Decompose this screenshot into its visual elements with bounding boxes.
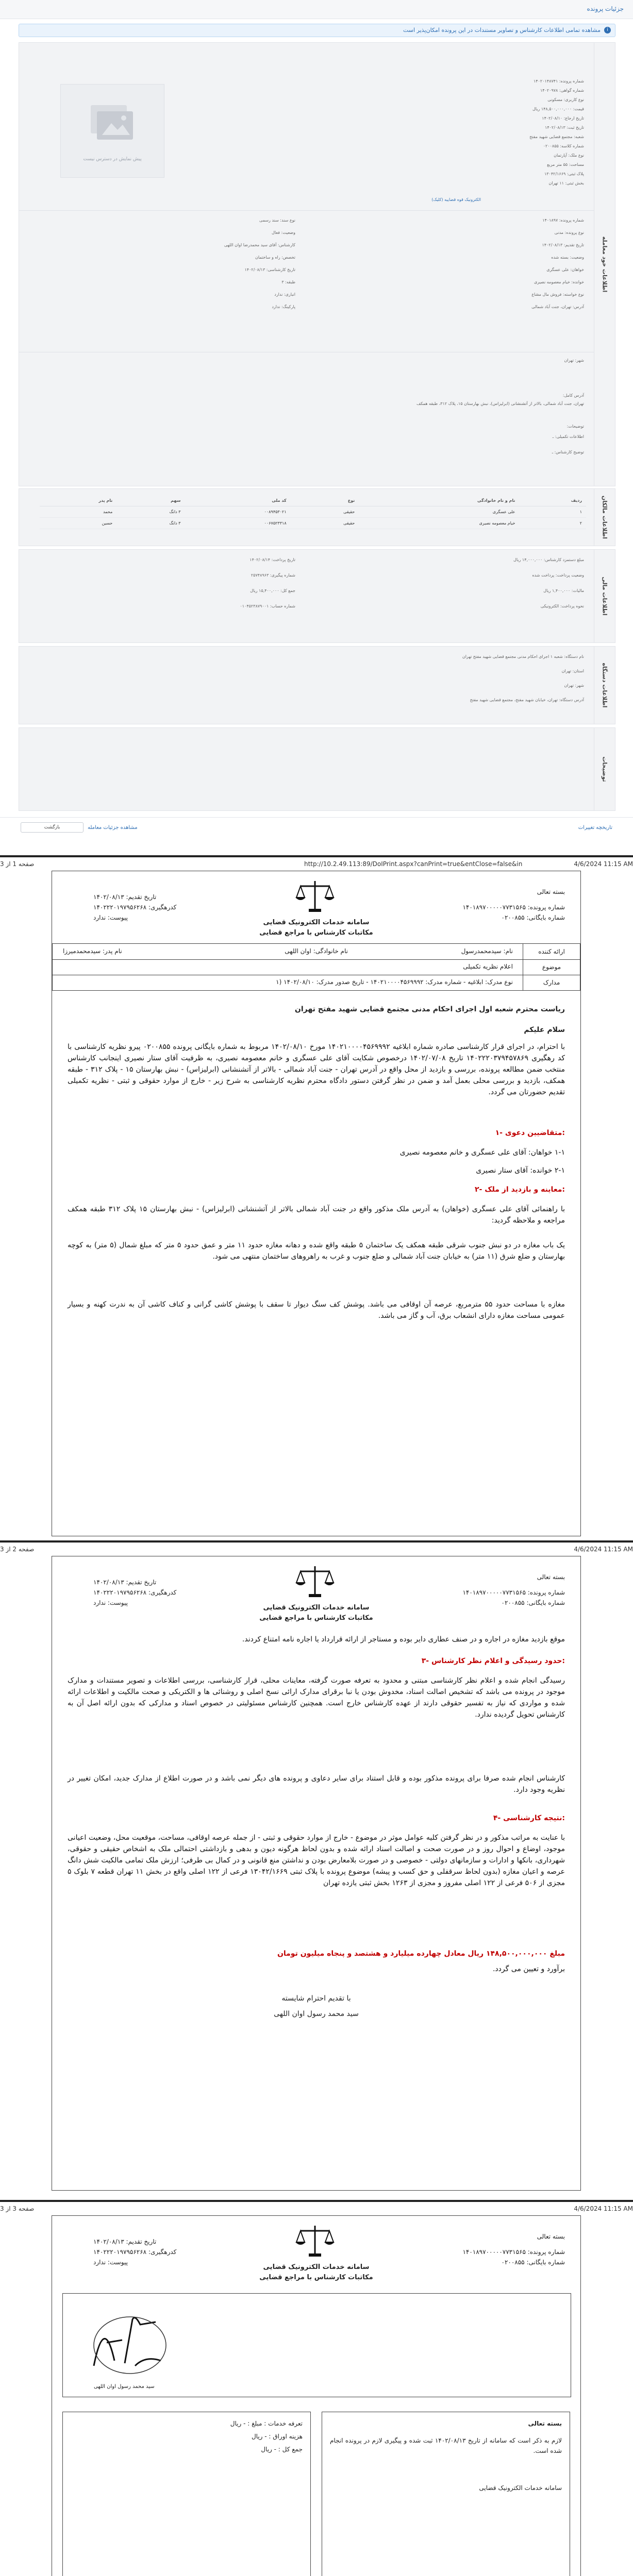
case-field: شماره پرونده: ۱۴۰۲۰۱۴۸۷۴۱ — [534, 79, 584, 83]
finance-field: مالیات: ۱,۴۰۰,۰۰۰ ریال — [543, 588, 584, 593]
finance-field: نحوه پرداخت: الکترونیکی — [540, 604, 584, 608]
paragraph-result: با عنایت به مراتب مذکور و در نظر گرفتن کلیه عوامل موثر در موضوع - خارج از موارد حقوقی و ثبتی - از جمله عرصه اوقافی، مساحت، موقعیت محل، وضعیت اعیانی موجود، اوضاع و احوال روز و در صورت صحت و اصالت اسناد ارائه شده و بدون لحاظ هرگونه دیون و بدهی و بازداشتی احتمالی ملک به اشخاص حقیقی و حقوقی، شهرداری، بانکها و ادارات و سازمانهای دولتی - خصوصی و در صورت بلامعارض بودن و نداشتن منع قانونی و در کمال بی طرفی؛ ارزش ملک تمامی مالکیت شش دانگ عرصه و اعیان مغازه (بدون لحاظ سرقفلی و حق کسب و پیشه) موضوع پرونده با پلاک ثبتی ۱۳۰۴۲/۱۶۶۹ فرعی از ۱۲۲ اصلی واقع در بخش ۱۱ تهران قطعه ۷ بلوک ۵ مجزی از ۵۰۶ فرعی از ۱۲۲ اصلی مفروز و مجزی از ۱۲۶۳ بخش ثبتی یازده تهران — [68, 1834, 565, 1887]
paragraph-intro: با احترام، در اجرای قرار کارشناسی صادره شماره ابلاغیه ۱۴۰۲۱۰۰۰۰۴۵۶۹۹۹۲ مورخ ۱۴۰۲/۰۸/۱۰ مربوط به شماره بایگانی پرونده ۰۲۰۰۸۵۵ پیرو نظریه کارشناسی با کد رهگیری ۱۴۰۲۲۲۰۳۷۹۴۵۷۸۶۹ تاریخ ۱۴۰۲/۰۷/۰۸ درخصوص شکایت آقای علی عسگری و خانم معصومه نصیری، به ظرفیت آقای ستار نصیری اینجانب کارشناس منتخب ضمن مطالعه پرونده، بررسی و بازدید از محل واقع در آدرس تهران - جنت آباد شمالی - بالاتر از آتشنشانی (ابرلیزاس) - نبش بهارستان ۱۵ - پلاک ۳۱۲ - طبقه همکف، بازدید و بررسی محلی بعمل آمد و ضمن در نظر گرفتن دستور دادگاه محترم نظریه کارشناسی به شرح زیر - خارج از موارد حقوقی و ثبتی - نظریه تکمیلی تقدیم حضورتان می گردد. — [68, 1043, 565, 1096]
sender-info-box — [52, 943, 580, 991]
finance-field: تاریخ پرداخت: ۱۴۰۲/۰۸/۱۴ — [249, 557, 295, 562]
closing-note-box — [322, 2412, 570, 2576]
table-cell: خیام معصومه نصیری — [359, 518, 519, 529]
closed-label: بسته تعالی — [537, 888, 565, 895]
subject: اعلام نظریه تکمیلی — [463, 963, 513, 970]
tracking-code: کدرهگیری: ۱۴۰۲۲۲۰۱۹۷۹۵۶۲۶۸ — [93, 2248, 177, 2256]
closed-label: بسته تعالی — [537, 2233, 565, 2240]
finance-field: وضعیت پرداخت: پرداخت شده — [532, 573, 584, 578]
case-number: شماره پرونده: ۱۴۰۱۸۹۷۰۰۰۰۰۷۷۳۱۵۶۵ — [462, 2248, 565, 2256]
finance-field: مبلغ دستمزد کارشناس: ۱۴,۰۰۰,۰۰۰ ریال — [513, 557, 584, 562]
detail-field: تاریخ تقدیم: ۱۴۰۲/۰۸/۱۳ — [542, 243, 584, 247]
table-cell: علی عسگری — [359, 506, 519, 518]
document-page-1 — [52, 871, 581, 1536]
page-separator — [0, 855, 633, 857]
judiciary-emblem-icon — [294, 2224, 336, 2260]
table-cell: محمد — [40, 506, 116, 518]
detail-field: نوع سند: سند رسمی — [259, 218, 295, 223]
property-photo-placeholder — [60, 84, 164, 178]
table-cell: ۳ دانگ — [116, 506, 185, 518]
table-cell: حقیقی — [291, 506, 359, 518]
table-cell: ۳ دانگ — [116, 518, 185, 529]
section-finance — [19, 549, 615, 643]
valuation-amount: مبلغ ۱۴۸,۵۰۰,۰۰۰,۰۰۰ ریال معادل چهارده میلیارد و هشتصد و پنجاه میلیون تومان — [277, 1950, 565, 1958]
heading-inspection: ۲- معاینه و بازدید از ملک: — [474, 1185, 565, 1194]
section-owners — [19, 488, 615, 546]
table-header: کد ملی — [185, 495, 290, 506]
paragraph-shop: یک باب مغازه در دو نبش جنوب شرقی طبقه همکف یک ساختمان ۵ طبقه واقع شده و دهانه مغازه حدود ۱۱ متر و عمق حدود ۵ متر که مبلغ شمال (۵ متر) به کوچه بهارستان و ضلع شرق (۱۱ متر) به خیابان جنت آباد شمالی و ضلع جنوب و غرب به راهروهای ساختمان منتهی می شود. — [68, 1241, 565, 1261]
divider — [19, 210, 594, 211]
sender-family: نام خانوادگی: اوان اللهی — [285, 947, 348, 955]
info-alert — [19, 24, 615, 37]
case-field: نوع ملک: آپارتمان — [554, 153, 584, 158]
office-field: استان: تهران — [561, 669, 584, 673]
owners-table — [40, 495, 586, 529]
fee-box — [62, 2412, 311, 2576]
detail-field: خوانده: خیام معصومه نصیری — [534, 280, 584, 284]
info-icon: i — [604, 27, 611, 33]
table-header: نام پدر — [40, 495, 116, 506]
section-case-info — [19, 42, 615, 486]
table-cell: ۰۰۶۷۵۲۳۳۱۸ — [185, 518, 290, 529]
signature-caption: سید محمد رسول اوان اللهی — [94, 2384, 155, 2389]
submit-date: تاریخ تقدیم: ۱۴۰۲/۰۸/۱۳ — [93, 893, 157, 901]
office-field: نام دستگاه: شعبه ۱ اجرای احکام مدنی مجتمع قضایی شهید مفتح تهران — [462, 654, 584, 659]
sender-label: ارائه کننده — [523, 944, 580, 960]
print-timestamp: 4/6/2024 11:15 AM — [574, 1546, 633, 1553]
regards: با تقدیم احترام شایسته — [281, 1994, 351, 2003]
submit-date: تاریخ تقدیم: ۱۴۰۲/۰۸/۱۳ — [93, 2238, 157, 2245]
page-separator — [0, 2200, 633, 2202]
table-header: سهم — [116, 495, 185, 506]
case-field: تاریخ ارجاع: ۱۴۰۲/۰۸/۱۰ — [542, 116, 584, 121]
detail-field: نوع خواسته: فروش مال مشاع — [531, 292, 584, 297]
signature-image — [84, 2304, 176, 2381]
detail-field: وضعیت: بسته شده — [551, 255, 584, 260]
office-field: شهر: تهران — [564, 683, 584, 688]
table-row — [40, 518, 586, 529]
class-number: شماره بایگانی: ۰۲۰۰۸۵۵ — [501, 2259, 565, 2266]
paragraph-estimate: برآورد و تعیین می گردد. — [492, 1965, 565, 1973]
case-field: مساحت: ۵۵ متر مربع — [547, 162, 584, 167]
fee-total: جمع کل : - ریال — [261, 2446, 303, 2453]
page-separator — [0, 1540, 633, 1543]
detail-field: وضعیت: فعال — [272, 230, 295, 235]
finance-field: شماره پیگیری: ۲۵۷۴۸۹۶۳ — [251, 573, 295, 578]
history-link[interactable]: تاریخچه تغییرات — [578, 825, 612, 831]
tracking-code: کدرهگیری: ۱۴۰۲۲۲۰۱۹۷۹۵۶۲۶۸ — [93, 904, 177, 911]
attachment: پیوست: ندارد — [93, 2259, 128, 2266]
org-subtitle: مکاتبات کارشناس با مراجع قضایی — [259, 2274, 373, 2281]
class-number: شماره بایگانی: ۰۲۰۰۸۵۵ — [501, 914, 565, 921]
section-label: اطلاعات خود معامله — [594, 43, 615, 486]
paragraph-validity: کارشناس انجام شده صرفا برای پرونده مذکور بوده و قابل استناد برای سایر دعاوی و پرونده های دیگر نمی باشد و در صورت اطلاع از مدارک جدید، امکان تغییر در نظریه وجود دارد. — [68, 1774, 565, 1794]
table-header: ردیف — [519, 495, 586, 506]
section-label: اطلاعات دستگاه — [594, 647, 615, 724]
table-header: نوع — [291, 495, 359, 506]
sender-father: نام پدر: سیدمحمدمیرزا — [63, 947, 122, 955]
addressee: ریاست محترم شعبه اول اجرای احکام مدنی مجتمع قضایی شهید مفتح تهران — [294, 1005, 565, 1013]
deal-details-link[interactable]: مشاهده جزئیات معامله — [88, 825, 138, 831]
note-title: بسته تعالی — [528, 2420, 562, 2427]
extra-info-2: توضیح کارشناس: ـ — [552, 450, 584, 454]
greeting: سلام علیکم — [524, 1026, 565, 1034]
docs: ۱) نوع مدرک: ابلاغیه - شماره مدرک: ۱۴۰۲۱۰۰۰۰۴۵۶۹۹۹۲ - تاریخ صدور مدرک: ۱۴۰۲/۰۸/۱۰ — [276, 978, 513, 986]
detail-field: تاریخ کارشناسی: ۱۴۰۲/۰۸/۱۳ — [244, 267, 295, 272]
judiciary-emblem-icon — [294, 879, 336, 915]
table-cell: ۱ — [519, 506, 586, 518]
heading-parties: ۱- متقاضیین دعوی: — [495, 1129, 565, 1137]
note-signature: سامانه خدمات الکترونیک قضایی — [479, 2484, 562, 2492]
defendant-line: ۲-۱ خوانده: آقای ستار نصیری — [476, 1166, 565, 1175]
table-cell: ۰۰۸۹۴۵۳۰۲۱ — [185, 506, 290, 518]
org-subtitle: مکاتبات کارشناس با مراجع قضایی — [259, 929, 373, 937]
detail-field: تخصص: راه و ساختمان — [255, 255, 295, 260]
case-field: شعبه: مجتمع قضایی شهید مفتح — [529, 134, 584, 139]
document-page-3 — [52, 2215, 581, 2576]
plaintiff-line: ۱-۱ خواهان: آقای علی عسگری و خانم معصومه نصیری — [399, 1148, 565, 1157]
attachment: پیوست: ندارد — [93, 914, 128, 921]
extra-info-1: اطلاعات تکمیلی: ـ — [552, 434, 584, 439]
signature-box — [62, 2293, 571, 2397]
section-label: توضیحات — [594, 728, 615, 810]
case-number: شماره پرونده: ۱۴۰۱۸۹۷۰۰۰۰۰۷۷۳۱۵۶۵ — [462, 904, 565, 911]
image-placeholder-icon — [87, 100, 138, 146]
divider — [53, 959, 523, 960]
class-number: شماره بایگانی: ۰۲۰۰۸۵۵ — [501, 1599, 565, 1606]
detail-field: آدرس: تهران، جنت آباد شمالی — [531, 304, 584, 309]
top-bar — [0, 0, 633, 19]
heading-scope: ۳- حدود رسیدگی و اعلام نظر کارشناس: — [421, 1657, 565, 1665]
fee-title: تعرفه خدمات : مبلغ : - ریال — [230, 2420, 303, 2427]
footer-bar — [0, 817, 633, 836]
table-cell: حسین — [40, 518, 116, 529]
closed-label: بسته تعالی — [537, 1573, 565, 1581]
detail-field: انباری: ندارد — [274, 292, 295, 297]
case-field: شماره گواهی: ۱۴۰۲۰۹۷۸ — [540, 88, 584, 93]
attachment: پیوست: ندارد — [93, 1599, 128, 1606]
case-field: قیمت: ۱۴۸,۵۰۰,۰۰۰,۰۰۰ ریال — [532, 107, 584, 111]
paragraph-lease: موقع بازدید مغازه در اجاره و در صنف عطاری دایر بوده و مستاجر از ارائه قرارداد یا اجاره نامه امتناع کردند. — [242, 1635, 565, 1643]
note-text: لازم به ذکر است که سامانه از تاریخ ۱۴۰۲/۰۸/۱۳ ثبت شده و پیگیری لازم در پرونده انجام شده است. — [330, 2437, 562, 2454]
section-label: اطلاعات مالکان — [594, 489, 615, 546]
judiciary-emblem-icon — [294, 1564, 336, 1600]
detail-field: نوع پرونده: مدنی — [554, 230, 584, 235]
fee-vat: هزینه اوراق : - ریال — [251, 2433, 303, 2440]
detail-field: شماره پرونده: ۱۴۰۱۸۹۷ — [542, 218, 584, 223]
case-field: بخش ثبتی: ۱۱ تهران — [548, 181, 584, 185]
case-number: شماره پرونده: ۱۴۰۱۸۹۷۰۰۰۰۰۷۷۳۱۵۶۵ — [462, 1589, 565, 1596]
submit-date: تاریخ تقدیم: ۱۴۰۲/۰۸/۱۳ — [93, 1579, 157, 1586]
alert-text: مشاهده تمامی اطلاعات کارشناس و تصاویر مستندات در این پرونده امکان‌پذیر است — [403, 27, 601, 33]
finance-field: جمع کل: ۱۵,۴۰۰,۰۰۰ ریال — [250, 588, 295, 593]
docs-label: مدارک — [523, 975, 580, 990]
city-field: شهر: تهران — [564, 358, 584, 363]
office-field: آدرس دستگاه: تهران، خیابان شهید مفتح، مجتمع قضایی شهید مفتح — [470, 698, 584, 702]
page-title: جزئیات پرونده — [587, 5, 624, 12]
detail-field: کارشناس: آقای سید محمدرضا اوان اللهی — [224, 243, 295, 247]
finance-field: شماره حساب: ۰۱۰۴۵۲۳۸۷۹۰۰۱ — [240, 604, 295, 608]
section-label: اطلاعات مالی — [594, 550, 615, 642]
case-field: تاریخ ثبت: ۱۴۰۲/۰۸/۱۳ — [545, 125, 584, 130]
subject-label: موضوع — [523, 959, 580, 975]
heading-result: ۴- نتیجه کارشناسی: — [493, 1814, 565, 1822]
org-title: سامانه خدمات الکترونیک قضایی — [263, 2263, 370, 2271]
table-cell: حقیقی — [291, 518, 359, 529]
paragraph-guide: با راهنمائی آقای علی عسگری (خواهان) به آدرس ملک مذکور واقع در جنت آباد شمالی بالاتر از آتشنشانی (ابرلیزاس) - نبش بهارستان ۱۵ پلاک ۳۱۲ طبقه همکف مراجعه و ملاحظه گردید: — [68, 1205, 565, 1225]
table-row — [40, 506, 586, 518]
detail-field: پارکینگ: ندارد — [272, 304, 295, 309]
table-header: نام و نام خانوادگی — [359, 495, 519, 506]
print-url: http://10.2.49.113:89/DoIPrint.aspx?canPrint=true&entClose=false&in — [304, 860, 523, 868]
print-timestamp: 4/6/2024 11:15 AM — [574, 2205, 633, 2212]
org-title: سامانه خدمات الکترونیک قضایی — [263, 919, 370, 926]
judiciary-link[interactable]: (کلیک) الکترونیک قوه قضاییه — [431, 197, 481, 202]
section-office — [19, 646, 615, 724]
case-field: شماره کلاسه: ۰۲۰۰۸۵۵ — [543, 144, 584, 148]
case-field: پلاک ثبتی: ۱۳۰۴۲/۱۶۶۹ — [544, 172, 584, 176]
photo-caption: پیش نمایش در دسترس نیست — [83, 157, 142, 162]
signer-name: سید محمد رسول اوان اللهی — [274, 2010, 359, 2018]
tracking-code: کدرهگیری: ۱۴۰۲۲۲۰۱۹۷۹۵۶۲۶۸ — [93, 1589, 177, 1596]
paragraph-scope: رسیدگی انجام شده و اعلام نظر کارشناسی مبتنی و محدود به تعرفه صورت گرفته، معاینات محلی، قرار کارشناسی، بررسی اطلاعات و تصویر مستندات و مدارک موجود در پرونده می باشد که تشخیص اصالت اسناد، مخدوش بودن یا نبا برقرای مدارک ارائی نسخ اصلی و روشنائی ها و الکتریکی و صحت مالکیت و اطلاعات ارائه شده و مواردی که نیاز به تفسیر حقوقی دارند از عهده کارشناس خارج است. همچنین کارشناس مسئولیتی در خصوص اسناد و مدارکی که بدون ارائه اصل آن به کارشناس تحویل گردیده ندارد. — [68, 1676, 565, 1719]
table-cell: ۲ — [519, 518, 586, 529]
print-page-number: صفحه 1 از 3 — [0, 860, 35, 868]
org-subtitle: مکاتبات کارشناس با مراجع قضایی — [259, 1614, 373, 1622]
section-notes — [19, 727, 615, 811]
paragraph-area: مغازه با مساحت حدود ۵۵ مترمربع، عرصه آن اوقافی می باشد. پوشش کف سنگ دیوار تا سقف با پوشش کاشی گرانی و کناف کاشی آن به ندرت کهنه و بسیار عمومی مساحت مغازه دارای انشعاب برق، آب و گاز می باشد. — [68, 1300, 565, 1320]
case-field: نوع کاربری: مسکونی — [547, 97, 584, 102]
detail-field: طبقه: ۳ — [281, 280, 295, 284]
print-page-number: صفحه 2 از 3 — [0, 1546, 35, 1553]
description-label: توضیحات: — [567, 424, 584, 429]
org-title: سامانه خدمات الکترونیک قضایی — [263, 1604, 370, 1612]
address-value: تهران، جنت آباد شمالی، بالاتر از آتشنشانی (ابرلیزاس)، نبش بهارستان ۱۵، پلاک ۳۱۲، طبقه همکف — [416, 401, 584, 406]
detail-field: خواهان: علی عسگری — [546, 267, 584, 272]
sender-name: نام: سیدمحمدرسول — [461, 947, 513, 955]
print-page-number: صفحه 3 از 3 — [0, 2205, 35, 2212]
back-button[interactable]: بازگشت — [21, 822, 84, 833]
print-timestamp: 4/6/2024 11:15 AM — [574, 860, 633, 868]
address-label: آدرس کامل: — [562, 393, 584, 398]
document-page-2 — [52, 1556, 581, 2191]
